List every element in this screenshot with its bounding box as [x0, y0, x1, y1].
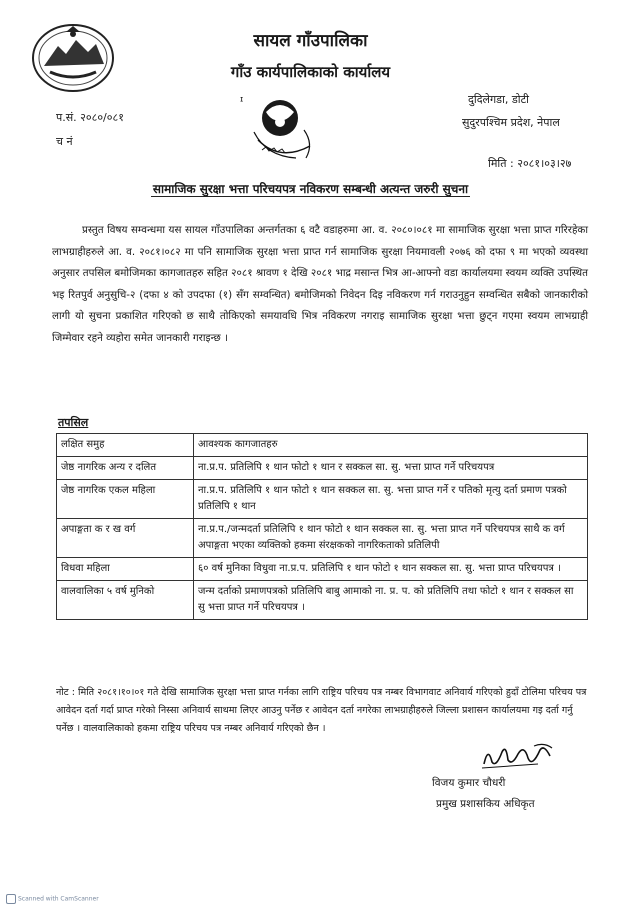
address-line-1: दुदिलेगडा, डोटी — [468, 93, 530, 106]
target-group-cell: विधवा महिला — [57, 558, 194, 581]
svg-text:ᶦ: ᶦ — [240, 94, 244, 110]
dispatch-number: च नं — [56, 135, 73, 148]
office-seal — [236, 92, 360, 172]
scanner-watermark: Scanned with CamScanner — [6, 894, 99, 904]
office-subtitle: गाँउ कार्यपालिकाको कार्यालय — [230, 63, 391, 81]
table-header-cell: आवश्यक कागजातहरु — [194, 434, 588, 457]
address-line-2: सुदुरपश्चिम प्रदेश, नेपाल — [462, 116, 560, 129]
camscanner-icon — [6, 894, 16, 904]
table-row — [57, 480, 588, 519]
table-header-cell: लक्षित समुह — [57, 434, 194, 457]
notice-subject: सामाजिक सुरक्षा भत्ता परिचयपत्र नविकरण सम्बन्धी अत्यन्त जरुरी सुचना — [152, 182, 469, 196]
table-row — [57, 457, 588, 480]
target-group-cell: अपाङ्गता क र ख वर्ग — [57, 519, 194, 558]
signature — [478, 738, 558, 774]
tapsil-heading: तपसिल — [58, 416, 89, 429]
table-row — [57, 519, 588, 558]
office-title: सायल गाँउपालिका — [253, 31, 368, 51]
documents-cell: ना.प्र.प./जन्मदर्ता प्रतिलिपि १ थान फोटो १ थान सक्कल सा. सु. भत्ता प्राप्त गर्ने परिचयपत्र साथै क वर्ग अपाङ्गता भएका व्यक्तिको हकमा संरक्षकको नागरिकताको प्रतिलिपी — [194, 519, 588, 558]
signatory-name: विजय कुमार चौधरी — [432, 777, 506, 789]
signatory-title: प्रमुख प्रशासकिय अधिकृत — [436, 798, 535, 810]
documents-cell: ६० वर्ष मुनिका विधुवा ना.प्र.प. प्रतिलिपि १ थान फोटो १ थान सक्कल सा. सु. भत्ता प्राप्त परिचयपत्र । — [194, 558, 588, 581]
target-group-cell: जेष्ठ नागरिक एकल महिला — [57, 480, 194, 519]
documents-cell: जन्म दर्ताको प्रमाणपत्रको प्रतिलिपि बाबु आमाको ना. प्र. प. को प्रतिलिपि तथा फोटो १ थान र सक्कल सा सु भत्ता प्राप्त गर्ने परिचयपत्र । — [194, 581, 588, 620]
table-header-row — [57, 434, 588, 457]
documents-cell: ना.प्र.प. प्रतिलिपि १ थान फोटो १ थान सक्कल सा. सु. भत्ता प्राप्त गर्ने र पतिको मृत्यु दर्ता प्रमाण पत्रको प्रतिलिपि १ थान — [194, 480, 588, 519]
notice-note: नोट : मिति २०८१।१०।०१ गते देखि सामाजिक सुरक्षा भत्ता प्राप्त गर्नका लागि राष्ट्रिय परिचय पत्र नम्बर विभागवाट अनिवार्य गरिएको हुदाँ टोलिमा परिचय पत्र आवेदन दर्ता गर्दा प्राप्त गरेको निस्सा अनिवार्य साथमा लिएर आउनु पर्नेछ र आवेदन दर्ता नगरेका लाभग्राहीहरुले जिल्ला प्रशासन कार्यालयमा गइ दर्ता गर्नु पर्नेछ । वालवालिकाको हकमा राष्ट्रिय परिचय पत्र नम्बर अनिवार्य गरिएको छैन । — [56, 687, 587, 734]
table-row — [57, 581, 588, 620]
documents-cell: ना.प्र.प. प्रतिलिपि १ थान फोटो १ थान र सक्कल सा. सु. भत्ता प्राप्त गर्ने परिचयपत्र — [194, 457, 588, 480]
reference-number: प.सं. २०८०/०८१ — [56, 111, 124, 124]
notice-body: प्रस्तुत विषय सम्वन्धमा यस सायल गाँउपालिका अन्तर्गतका ६ वटै वडाहरुमा आ. व. २०८०।०८१ मा सामाजिक सुरक्षा भत्ता प्राप्त गरिरहेका लाभग्राहीहरुले आ. व. २०८१।०८२ मा पनि सामाजिक सुरक्षा भत्ता प्राप्त गर्न सामाजिक सुरक्षा नियमावली २०७६ को दफा ९ मा भएको व्यवस्था अनुसार तपसिल बमोजिमका कागजातहरु सहित २०८१ श्रावण १ देखि २०८१ भाद्र मसान्त भित्र आ-आफ्नो वडा कार्यालयमा स्वयम व्यक्ति उपस्थित भइ रितपुर्व अनुसुचि-२ (दफा ४ को उपदफा (१) सँग सम्वन्धित) बमोजिमको निवेदन दिइ नविकरण गर्न गराउनुहुन सम्वन्धित सबैको जानकारीको लागी यो सुचना प्रकाशित गरिएको छ साथै तोकिएको समयावधि भित्र नविकरण नगराइ सामाजिक सुरक्षा भत्ता छुट्न गएमा स्वयम लाभग्राही जिम्मेवार रहने व्यहोरा समेत जानकारी गराइन्छ । — [52, 224, 588, 344]
table-row — [57, 558, 588, 581]
letter-date: मिति : २०८१।०३।२७ — [488, 157, 572, 170]
target-group-cell: जेष्ठ नागरिक अन्य र दलित — [57, 457, 194, 480]
documents-table — [56, 433, 588, 620]
target-group-cell: वालवालिका ५ वर्ष मुनिको — [57, 581, 194, 620]
